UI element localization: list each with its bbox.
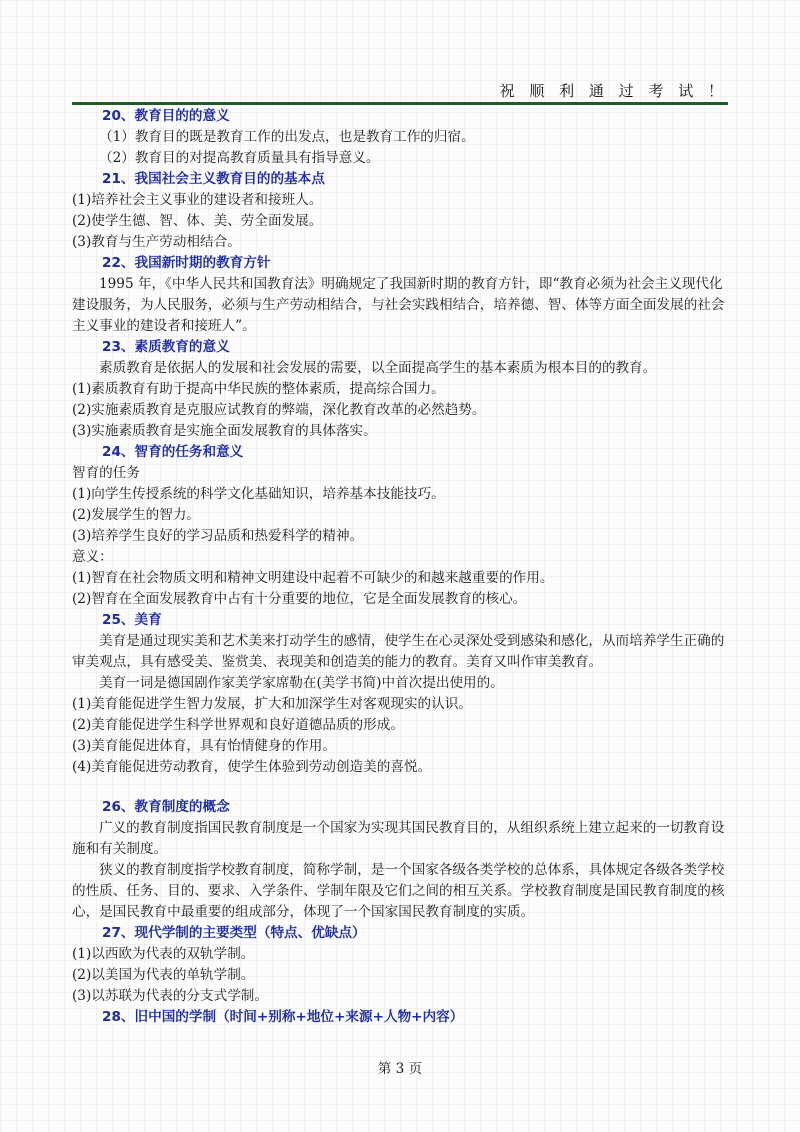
section-title: 26、教育制度的概念	[102, 799, 230, 815]
list-item: (1)向学生传授系统的科学文化基础知识，培养基本技能技巧。	[72, 486, 445, 502]
section-title: 28、旧中国的学制（时间+别称+地位+来源+人物+内容）	[102, 1009, 464, 1025]
sub-label: 智育的任务	[72, 465, 140, 481]
page-number: 第 3 页	[377, 1061, 423, 1077]
list-item: (2)以美国为代表的单轨学制。	[72, 967, 255, 983]
page-content	[72, 106, 732, 1028]
paragraph: 1995 年，《中华人民共和国教育法》明确规定了我国新时期的教育方针，即“教育必须为社会主义现代化建设服务，为人民服务，必须与生产劳动相结合，与社会实践相结合，培养德、智、体等方面全面发展的社会主义事业的建设者和接班人”。	[72, 276, 725, 334]
list-item: (2)使学生德、智、体、美、劳全面发展。	[72, 213, 323, 229]
list-item: (1)以西欧为代表的双轨学制。	[72, 946, 255, 962]
list-item: (1)素质教育有助于提高中华民族的整体素质，提高综合国力。	[72, 381, 445, 397]
paragraph: 狭义的教育制度指学校教育制度，简称学制，是一个国家各级各类学校的总体系，具体规定各级各类学校的性质、任务、目的、要求、入学条件、学制年限及它们之间的相互关系。学校教育制度是国民教育制度的核心，是国民教育中最重要的组成部分，体现了一个国家国民教育制度的实质。	[72, 862, 725, 920]
list-item: （2）教育目的对提高教育质量具有指导意义。	[99, 150, 380, 166]
section-spacer	[72, 778, 732, 797]
header-rule	[72, 102, 728, 105]
paragraph: 美育是通过现实美和艺术美来打动学生的感情，使学生在心灵深处受到感染和感化，从而培养学生正确的审美观点，具有感受美、鉴赏美、表现美和创造美的能力的教育。美育又叫作审美教育。	[72, 633, 725, 670]
list-item: (2)实施素质教育是克服应试教育的弊端，深化教育改革的必然趋势。	[72, 402, 486, 418]
list-item: (3)以苏联为代表的分支式学制。	[72, 988, 268, 1004]
list-item: (2)发展学生的智力。	[72, 507, 201, 523]
section-title: 27、现代学制的主要类型（特点、优缺点）	[102, 925, 366, 941]
list-item: (1)培养社会主义事业的建设者和接班人。	[72, 192, 323, 208]
header-motto: 祝 顺 利 通 过 考 试 ！	[499, 82, 728, 100]
list-item: （1）教育目的既是教育工作的出发点，也是教育工作的归宿。	[99, 129, 475, 145]
list-item: (3)教育与生产劳动相结合。	[72, 234, 241, 250]
section-title: 25、美育	[102, 612, 162, 628]
sub-label: 意义：	[72, 549, 113, 565]
section-title: 20、教育目的的意义	[102, 108, 230, 124]
section-title: 22、我国新时期的教育方针	[102, 255, 271, 271]
list-item: (3)美育能促进体育，具有怡情健身的作用。	[72, 738, 336, 754]
list-item: (2)美育能促进学生科学世界观和良好道德品质的形成。	[72, 717, 404, 733]
list-item: (3)实施素质教育是实施全面发展教育的具体落实。	[72, 423, 377, 439]
paragraph: 素质教育是依据人的发展和社会发展的需要，以全面提高学生的基本素质为根本目的的教育。	[99, 360, 657, 376]
list-item: (2)智育在全面发展教育中占有十分重要的地位，它是全面发展教育的核心。	[72, 591, 527, 607]
paragraph: 广义的教育制度指国民教育制度是一个国家为实现其国民教育目的，从组织系统上建立起来的一切教育设施和有关制度。	[72, 820, 725, 857]
list-item: (1)美育能促进学生智力发展，扩大和加深学生对客观现实的认识。	[72, 696, 472, 712]
list-item: (4)美育能促进劳动教育，使学生体验到劳动创造美的喜悦。	[72, 759, 432, 775]
paragraph: 美育一词是德国剧作家美学家席勒在(美学书简)中首次提出使用的。	[99, 675, 504, 691]
section-title: 21、我国社会主义教育目的的基本点	[102, 171, 325, 187]
section-title: 24、智育的任务和意义	[102, 444, 244, 460]
list-item: (1)智育在社会物质文明和精神文明建设中起着不可缺少的和越来越重要的作用。	[72, 570, 554, 586]
section-title: 23、素质教育的意义	[102, 339, 230, 355]
list-item: (3)培养学生良好的学习品质和热爱科学的精神。	[72, 528, 364, 544]
